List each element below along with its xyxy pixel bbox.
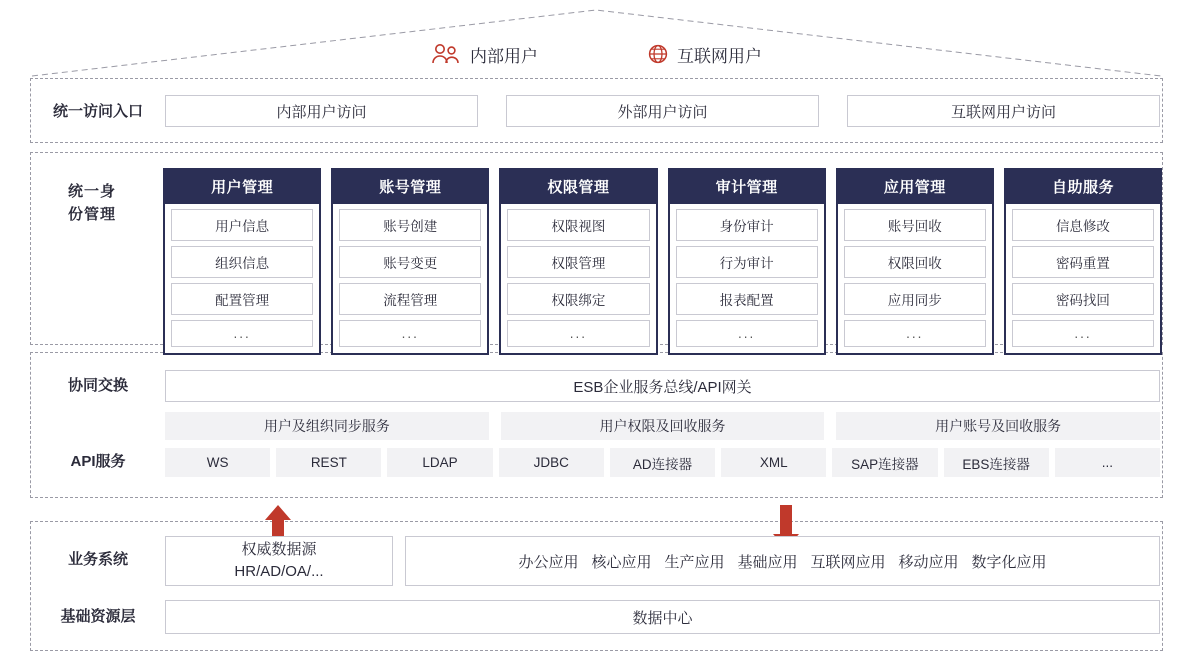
idm-item-more[interactable]: ... bbox=[171, 320, 313, 347]
idm-item[interactable]: 用户信息 bbox=[171, 209, 313, 241]
service-user-account-recycle[interactable]: 用户账号及回收服务 bbox=[836, 412, 1160, 440]
idm-item[interactable]: 信息修改 bbox=[1012, 209, 1154, 241]
identity-management-row bbox=[163, 168, 1162, 355]
idm-item-more[interactable]: ... bbox=[844, 320, 986, 347]
service-user-org-sync[interactable]: 用户及组织同步服务 bbox=[165, 412, 489, 440]
idm-item[interactable]: 报表配置 bbox=[676, 283, 818, 315]
esb-gateway-bar[interactable]: ESB企业服务总线/API网关 bbox=[165, 370, 1160, 402]
idm-item[interactable]: 权限回收 bbox=[844, 246, 986, 278]
idm-item-more[interactable]: ... bbox=[1012, 320, 1154, 347]
idm-column-title: 用户管理 bbox=[165, 170, 319, 204]
idm-column-title: 账号管理 bbox=[333, 170, 487, 204]
idm-item[interactable]: 账号变更 bbox=[339, 246, 481, 278]
entry-internal-access[interactable]: 内部用户访问 bbox=[165, 95, 478, 127]
idm-item[interactable]: 账号创建 bbox=[339, 209, 481, 241]
label-api-service: API服务 bbox=[70, 453, 126, 470]
idm-column-permission-management bbox=[499, 168, 657, 355]
idm-column-items bbox=[838, 204, 992, 353]
access-entry-row bbox=[165, 95, 1160, 127]
authoritative-data-source-line1: 权威数据源 bbox=[241, 540, 317, 558]
idm-column-title: 自助服务 bbox=[1006, 170, 1160, 204]
api-chip-xml[interactable]: XML bbox=[721, 448, 826, 477]
data-center-box[interactable]: 数据中心 bbox=[165, 600, 1160, 634]
authoritative-data-source-line2: HR/AD/OA/... bbox=[234, 563, 324, 580]
idm-column-items bbox=[165, 204, 319, 353]
idm-item[interactable]: 账号回收 bbox=[844, 209, 986, 241]
idm-item[interactable]: 配置管理 bbox=[171, 283, 313, 315]
api-chip-ws[interactable]: WS bbox=[165, 448, 270, 477]
api-chip-sap-connector[interactable]: SAP连接器 bbox=[832, 448, 937, 477]
label-collaborative-exchange: 协同交换 bbox=[67, 377, 128, 394]
people-icon bbox=[431, 43, 461, 65]
internal-user-chip bbox=[431, 42, 538, 67]
service-row bbox=[165, 412, 1160, 440]
idm-column-items bbox=[670, 204, 824, 353]
application-item: 办公应用 bbox=[518, 553, 579, 571]
idm-column-items bbox=[333, 204, 487, 353]
application-item: 移动应用 bbox=[898, 553, 959, 571]
label-access-entry: 统一访问入口 bbox=[52, 103, 143, 120]
api-chip-ad-connector[interactable]: AD连接器 bbox=[610, 448, 715, 477]
idm-item[interactable]: 密码重置 bbox=[1012, 246, 1154, 278]
globe-icon bbox=[648, 44, 668, 64]
idm-column-self-service bbox=[1004, 168, 1162, 355]
top-users-row bbox=[0, 34, 1193, 74]
idm-item[interactable]: 组织信息 bbox=[171, 246, 313, 278]
api-chip-jdbc[interactable]: JDBC bbox=[499, 448, 604, 477]
idm-column-title: 审计管理 bbox=[670, 170, 824, 204]
application-item: 基础应用 bbox=[737, 553, 798, 571]
api-chip-ebs-connector[interactable]: EBS连接器 bbox=[944, 448, 1049, 477]
service-user-permission-recycle[interactable]: 用户权限及回收服务 bbox=[501, 412, 825, 440]
idm-item[interactable]: 密码找回 bbox=[1012, 283, 1154, 315]
idm-column-audit-management bbox=[668, 168, 826, 355]
idm-column-user-management bbox=[163, 168, 321, 355]
label-business-system: 业务系统 bbox=[67, 551, 128, 568]
api-chip-ldap[interactable]: LDAP bbox=[387, 448, 492, 477]
entry-external-access[interactable]: 外部用户访问 bbox=[506, 95, 819, 127]
internet-user-label: 互联网用户 bbox=[677, 46, 762, 66]
label-identity-management: 统一身份管理 bbox=[67, 183, 116, 224]
idm-item[interactable]: 权限视图 bbox=[507, 209, 649, 241]
idm-column-application-management bbox=[836, 168, 994, 355]
api-chip-rest[interactable]: REST bbox=[276, 448, 381, 477]
idm-item[interactable]: 权限管理 bbox=[507, 246, 649, 278]
idm-item[interactable]: 应用同步 bbox=[844, 283, 986, 315]
idm-item[interactable]: 流程管理 bbox=[339, 283, 481, 315]
idm-item[interactable]: 权限绑定 bbox=[507, 283, 649, 315]
idm-column-items bbox=[1006, 204, 1160, 353]
idm-column-title: 应用管理 bbox=[838, 170, 992, 204]
application-item: 互联网应用 bbox=[810, 553, 886, 571]
application-item: 数字化应用 bbox=[971, 553, 1047, 571]
idm-item[interactable]: 身份审计 bbox=[676, 209, 818, 241]
idm-column-title: 权限管理 bbox=[501, 170, 655, 204]
application-item: 核心应用 bbox=[591, 553, 652, 571]
api-chip-row bbox=[165, 448, 1160, 477]
idm-column-account-management bbox=[331, 168, 489, 355]
idm-column-items bbox=[501, 204, 655, 353]
label-infrastructure: 基础资源层 bbox=[60, 608, 136, 625]
idm-item-more[interactable]: ... bbox=[507, 320, 649, 347]
api-chip-more[interactable]: ... bbox=[1055, 448, 1160, 477]
idm-item-more[interactable]: ... bbox=[676, 320, 818, 347]
idm-item-more[interactable]: ... bbox=[339, 320, 481, 347]
application-list-box[interactable] bbox=[405, 536, 1160, 586]
internal-user-label: 内部用户 bbox=[470, 46, 538, 66]
authoritative-data-source-box[interactable] bbox=[165, 536, 393, 586]
internet-user-chip bbox=[648, 42, 762, 67]
application-item: 生产应用 bbox=[664, 553, 725, 571]
idm-item[interactable]: 行为审计 bbox=[676, 246, 818, 278]
business-system-row bbox=[165, 536, 1160, 586]
entry-internet-access[interactable]: 互联网用户访问 bbox=[847, 95, 1160, 127]
